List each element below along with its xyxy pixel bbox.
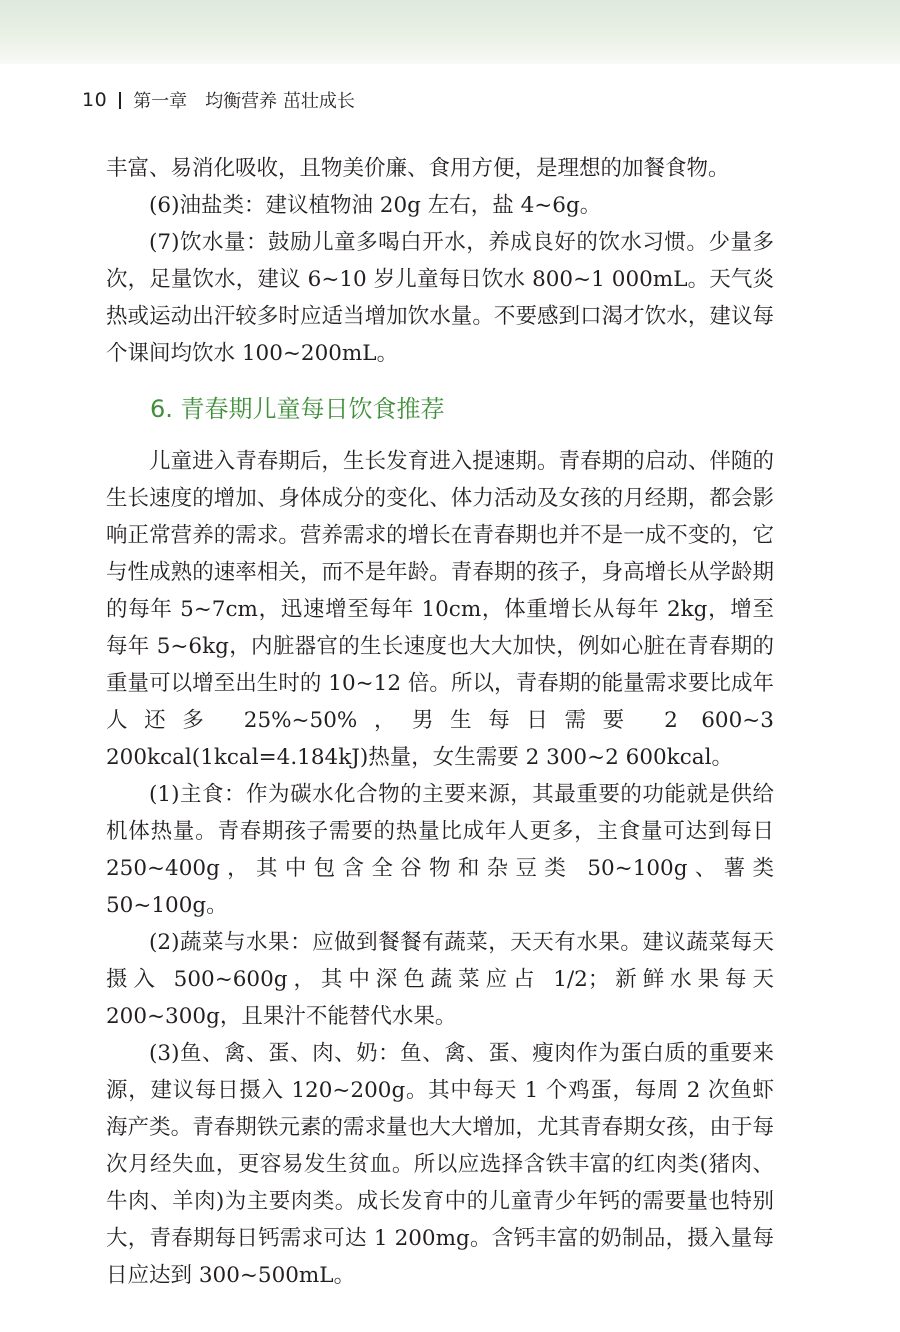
paragraph-adolescence-intro: 儿童进入青春期后，生长发育进入提速期。青春期的启动、伴随的生长速度的增加、身体成分的变化、体力活动及女孩的月经期，都会影响正常营养的需求。营养需求的增长在青春期也并不是一成不变的，它与性成熟的速率相关，而不是年龄。青春期的孩子，身高增长从学龄期的每年 5~7cm，迅速增至每年 10cm，体重增长从每年 2kg，增至每年 5~6kg，内脏器官的生长速度也大大加快，例如心脏在青春期的重量可以增至出生时的 10~12 倍。所以，青春期的能量需求要比成年人还多 25%~50%，男生每日需要 2 600~3 200kcal(1kcal=4.184kJ)热量，女生需要 2 300~2 600kcal。	[106, 449, 774, 770]
page-number: 10	[82, 89, 108, 111]
running-header	[82, 86, 355, 114]
paragraph-staple-food: (1)主食：作为碳水化合物的主要来源，其最重要的功能就是供给机体热量。青春期孩子需要的热量比成年人更多，主食量可达到每日 250~400g，其中包含全谷物和杂豆类 50~100g、薯类 50~100g。	[106, 782, 774, 918]
section-heading: 6. 青春期儿童每日饮食推荐	[150, 395, 445, 423]
page-body	[106, 150, 774, 1294]
paragraph-vegetables-fruit: (2)蔬菜与水果：应做到餐餐有蔬菜，天天有水果。建议蔬菜每天摄入 500~600g，其中深色蔬菜应占 1/2；新鲜水果每天 200~300g，且果汁不能替代水果。	[106, 930, 774, 1029]
paragraph-water: (7)饮水量：鼓励儿童多喝白开水，养成良好的饮水习惯。少量多次，足量饮水，建议 6~10 岁儿童每日饮水 800~1 000mL。天气炎热或运动出汗较多时应适当增加饮水量。不要感到口渴才饮水，建议每个课间均饮水 100~200mL。	[106, 230, 774, 366]
paragraph-oil-salt: (6)油盐类：建议植物油 20g 左右，盐 4~6g。	[149, 193, 602, 218]
paragraph-protein-dairy: (3)鱼、禽、蛋、肉、奶：鱼、禽、蛋、瘦肉作为蛋白质的重要来源，建议每日摄入 120~200g。其中每天 1 个鸡蛋，每周 2 次鱼虾海产类。青春期铁元素的需求量也大大增加，尤其青春期女孩，由于每次月经失血，更容易发生贫血。所以应选择含铁丰富的红肉类(猪肉、牛肉、羊肉)为主要肉类。成长发育中的儿童青少年钙的需要量也特别大，青春期每日钙需求可达 1 200mg。含钙丰富的奶制品，摄入量每日应达到 300~500mL。	[106, 1041, 774, 1288]
header-divider	[119, 92, 121, 109]
chapter-title: 第一章 均衡营养 茁壮成长	[133, 91, 355, 112]
paragraph-continuation: 丰富、易消化吸收，且物美价廉、食用方便，是理想的加餐食物。	[106, 156, 730, 181]
header-band	[0, 0, 900, 64]
